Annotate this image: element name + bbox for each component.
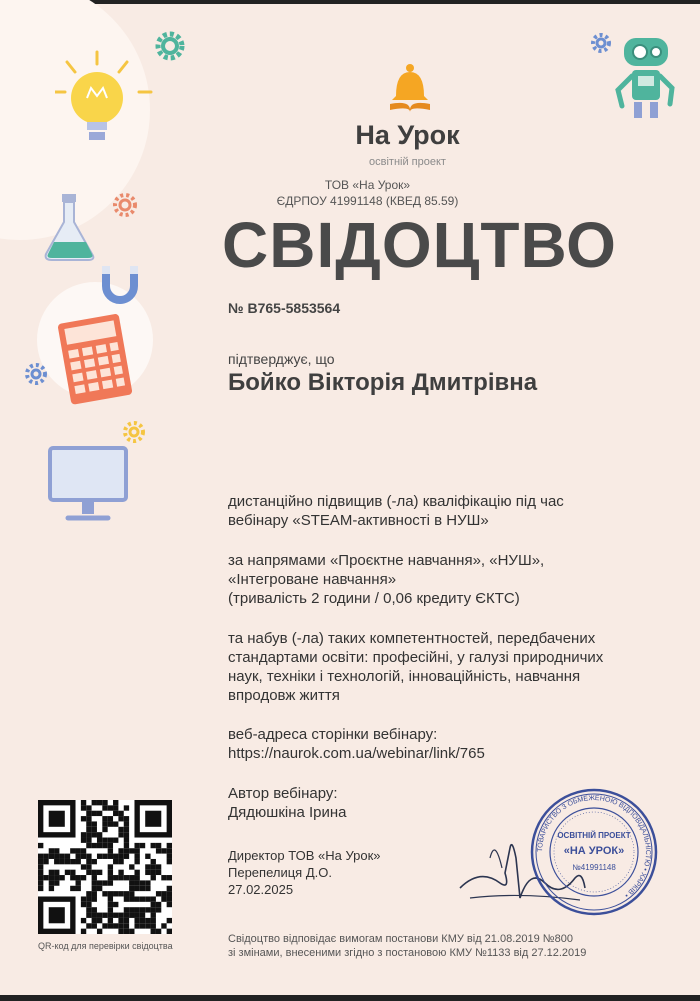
- qr-module: [102, 880, 107, 885]
- qr-module: [167, 902, 172, 907]
- qr-module: [113, 913, 118, 918]
- qr-module: [38, 880, 43, 885]
- qr-module: [113, 891, 118, 896]
- qr-module: [102, 805, 107, 810]
- issue-date: 27.02.2025: [228, 882, 294, 897]
- qr-module: [118, 875, 123, 880]
- qr-module: [108, 848, 113, 853]
- qr-module: [86, 907, 91, 912]
- competences-line: та набув (-ла) таких компетентностей, передбачених: [228, 630, 596, 647]
- qr-module: [108, 896, 113, 901]
- qr-module: [167, 859, 172, 864]
- qr-module: [129, 848, 134, 853]
- qr-module: [92, 875, 97, 880]
- qr-module: [102, 913, 107, 918]
- qr-module: [97, 832, 102, 837]
- qr-module: [54, 875, 59, 880]
- qr-module: [151, 923, 156, 928]
- qr-module: [65, 859, 70, 864]
- qr-module: [76, 854, 81, 859]
- qr-module: [129, 880, 134, 885]
- qr-module: [161, 848, 166, 853]
- qr-module: [118, 827, 123, 832]
- qr-module: [108, 864, 113, 869]
- qr-module: [108, 838, 113, 843]
- qr-module: [140, 896, 145, 901]
- qr-module: [134, 843, 139, 848]
- qr-module: [167, 918, 172, 923]
- qr-module: [86, 854, 91, 859]
- training-line: дистанційно підвищив (-ла) кваліфікацію під час: [228, 493, 564, 510]
- qr-module: [118, 918, 123, 923]
- qr-module: [108, 907, 113, 912]
- qr-module: [113, 923, 118, 928]
- qr-module: [118, 816, 123, 821]
- qr-module: [97, 929, 102, 934]
- qr-module: [113, 838, 118, 843]
- qr-module: [59, 854, 64, 859]
- qr-module: [167, 891, 172, 896]
- qr-module: [108, 880, 113, 885]
- qr-module: [113, 859, 118, 864]
- qr-module: [92, 827, 97, 832]
- qr-module: [38, 854, 43, 859]
- qr-module: [156, 843, 161, 848]
- qr-module: [129, 907, 134, 912]
- qr-module: [151, 929, 156, 934]
- qr-module: [102, 838, 107, 843]
- qr-module: [140, 880, 145, 885]
- logo-subtitle: освітній проект: [369, 156, 446, 168]
- qr-module: [118, 859, 123, 864]
- qr-module: [97, 886, 102, 891]
- qr-module: [161, 875, 166, 880]
- qr-module: [108, 843, 113, 848]
- competences-line: наук, техніки і технологій, інноваційність, навчання: [228, 668, 581, 685]
- qr-caption: QR-код для перевірки свідоцтва: [38, 941, 173, 951]
- qr-module: [76, 880, 81, 885]
- magnet-icon: [98, 262, 142, 306]
- legal-note-line: зі змінами, внесеними згідно з постановою КМУ №1133 від 27.12.2019: [228, 947, 587, 959]
- qr-module: [97, 880, 102, 885]
- qr-module: [156, 848, 161, 853]
- qr-module: [97, 800, 102, 805]
- qr-module: [97, 843, 102, 848]
- qr-module: [97, 918, 102, 923]
- qr-module: [97, 913, 102, 918]
- qr-module: [167, 848, 172, 853]
- qr-module: [86, 896, 91, 901]
- qr-module: [92, 832, 97, 837]
- qr-module: [129, 864, 134, 869]
- qr-module: [92, 918, 97, 923]
- qr-module: [102, 923, 107, 928]
- qr-module: [102, 816, 107, 821]
- qr-module: [118, 870, 123, 875]
- qr-module: [145, 907, 150, 912]
- qr-module: [81, 902, 86, 907]
- qr-module: [70, 859, 75, 864]
- qr-module: [49, 848, 54, 853]
- qr-module: [54, 854, 59, 859]
- qr-module: [86, 902, 91, 907]
- qr-module: [81, 816, 86, 821]
- qr-module: [92, 800, 97, 805]
- legal-note-line: Свідоцтво відповідає вимогам постанови КМУ від 21.08.2019 №800: [228, 933, 573, 945]
- qr-module: [151, 896, 156, 901]
- qr-module: [86, 816, 91, 821]
- qr-module: [129, 913, 134, 918]
- author-name: Дядюшкіна Ірина: [228, 804, 347, 821]
- qr-module: [140, 886, 145, 891]
- qr-module: [161, 891, 166, 896]
- qr-module: [54, 870, 59, 875]
- qr-module: [145, 870, 150, 875]
- training-line: вебінару «STEAM-активності в НУШ»: [228, 512, 489, 529]
- qr-module: [134, 854, 139, 859]
- qr-module: [151, 918, 156, 923]
- qr-module: [124, 907, 129, 912]
- competences-line: стандартами освіти: професійні, у галузі природничих: [228, 649, 604, 666]
- qr-module: [102, 827, 107, 832]
- qr-module: [86, 870, 91, 875]
- qr-module: [151, 859, 156, 864]
- qr-module: [108, 854, 113, 859]
- qr-module: [124, 929, 129, 934]
- qr-finder-pattern: [145, 811, 161, 827]
- qr-module: [92, 870, 97, 875]
- qr-finder-pattern: [49, 907, 65, 923]
- qr-code: [38, 800, 172, 934]
- qr-module: [65, 854, 70, 859]
- qr-module: [118, 848, 123, 853]
- qr-module: [156, 929, 161, 934]
- qr-module: [134, 907, 139, 912]
- qr-module: [38, 875, 43, 880]
- qr-module: [81, 805, 86, 810]
- qr-module: [167, 886, 172, 891]
- qr-module: [140, 913, 145, 918]
- organization-name: ТОВ «На Урок»: [324, 178, 411, 192]
- qr-module: [145, 864, 150, 869]
- qr-module: [156, 864, 161, 869]
- gear-icon: [120, 418, 148, 446]
- qr-module: [102, 891, 107, 896]
- qr-module: [124, 832, 129, 837]
- qr-module: [124, 843, 129, 848]
- qr-module: [92, 923, 97, 928]
- bottom-edge: [0, 995, 700, 1001]
- qr-module: [124, 891, 129, 896]
- qr-module: [118, 929, 123, 934]
- qr-module: [129, 896, 134, 901]
- qr-module: [156, 870, 161, 875]
- qr-module: [113, 875, 118, 880]
- qr-module: [92, 907, 97, 912]
- qr-module: [49, 854, 54, 859]
- director-title: Директор ТОВ «На Урок»: [228, 848, 381, 863]
- qr-module: [92, 843, 97, 848]
- organization-code: ЄДРПОУ 41991148 (КВЕД 85.59): [276, 194, 459, 208]
- certificate-title: СВІДОЦТВО: [222, 209, 617, 281]
- qr-module: [86, 843, 91, 848]
- qr-module: [134, 918, 139, 923]
- qr-module: [140, 918, 145, 923]
- qr-module: [81, 800, 86, 805]
- qr-module: [97, 854, 102, 859]
- qr-module: [124, 913, 129, 918]
- robot-icon: [612, 26, 682, 126]
- qr-module: [102, 843, 107, 848]
- qr-module: [81, 838, 86, 843]
- qr-module: [81, 918, 86, 923]
- webpage-label: веб-адреса сторінки вебінару:: [228, 726, 438, 743]
- qr-module: [97, 838, 102, 843]
- qr-module: [108, 875, 113, 880]
- qr-module: [38, 870, 43, 875]
- qr-module: [54, 880, 59, 885]
- qr-module: [81, 896, 86, 901]
- qr-module: [151, 875, 156, 880]
- qr-module: [76, 848, 81, 853]
- qr-module: [76, 875, 81, 880]
- qr-module: [124, 821, 129, 826]
- qr-module: [86, 923, 91, 928]
- qr-module: [92, 891, 97, 896]
- qr-module: [134, 875, 139, 880]
- qr-module: [92, 886, 97, 891]
- qr-module: [151, 907, 156, 912]
- qr-module: [129, 929, 134, 934]
- qr-module: [124, 854, 129, 859]
- stamp-center-text: «НА УРОК»: [563, 845, 625, 857]
- qr-module: [118, 891, 123, 896]
- recipient-name: Бойко Вікторія Дмитрівна: [228, 369, 538, 396]
- qr-module: [167, 854, 172, 859]
- qr-module: [54, 848, 59, 853]
- qr-module: [81, 832, 86, 837]
- qr-module: [49, 886, 54, 891]
- qr-module: [108, 891, 113, 896]
- qr-module: [124, 918, 129, 923]
- bell-on-book-icon: [386, 62, 434, 114]
- author-label: Автор вебінару:: [228, 785, 338, 802]
- qr-module: [70, 886, 75, 891]
- qr-module: [124, 923, 129, 928]
- qr-module: [108, 913, 113, 918]
- stamp-top-text: ОСВІТНІЙ ПРОЕКТ: [557, 831, 631, 840]
- qr-finder-pattern: [49, 811, 65, 827]
- qr-module: [70, 870, 75, 875]
- qr-module: [124, 848, 129, 853]
- qr-module: [156, 891, 161, 896]
- qr-module: [124, 875, 129, 880]
- qr-module: [145, 923, 150, 928]
- qr-module: [92, 913, 97, 918]
- qr-module: [70, 848, 75, 853]
- qr-module: [59, 875, 64, 880]
- qr-module: [134, 880, 139, 885]
- qr-module: [49, 880, 54, 885]
- qr-module: [151, 843, 156, 848]
- qr-module: [86, 913, 91, 918]
- qr-module: [38, 886, 43, 891]
- qr-module: [124, 827, 129, 832]
- qr-module: [102, 821, 107, 826]
- qr-module: [145, 854, 150, 859]
- qr-module: [86, 864, 91, 869]
- qr-module: [38, 859, 43, 864]
- qr-module: [140, 843, 145, 848]
- gear-icon: [588, 30, 614, 56]
- qr-module: [49, 870, 54, 875]
- directions-line: за напрямами «Проєктне навчання», «НУШ»,: [228, 552, 545, 569]
- qr-module: [38, 843, 43, 848]
- qr-module: [156, 902, 161, 907]
- qr-module: [156, 907, 161, 912]
- qr-module: [161, 923, 166, 928]
- qr-module: [134, 913, 139, 918]
- qr-module: [113, 811, 118, 816]
- qr-module: [129, 891, 134, 896]
- director-name: Перепелиця Д.О.: [228, 865, 332, 880]
- qr-module: [49, 875, 54, 880]
- qr-module: [86, 832, 91, 837]
- qr-module: [118, 832, 123, 837]
- qr-module: [113, 854, 118, 859]
- qr-module: [86, 811, 91, 816]
- qr-module: [86, 805, 91, 810]
- qr-module: [134, 923, 139, 928]
- qr-module: [86, 827, 91, 832]
- qr-module: [134, 859, 139, 864]
- qr-module: [145, 896, 150, 901]
- qr-module: [43, 875, 48, 880]
- qr-module: [118, 913, 123, 918]
- calculator-icon: [54, 312, 138, 406]
- qr-module: [113, 805, 118, 810]
- qr-module: [151, 902, 156, 907]
- qr-module: [124, 816, 129, 821]
- qr-module: [151, 870, 156, 875]
- qr-module: [167, 875, 172, 880]
- qr-module: [86, 838, 91, 843]
- logo-name: На Урок: [355, 120, 460, 150]
- qr-module: [118, 923, 123, 928]
- qr-module: [134, 896, 139, 901]
- qr-module: [81, 929, 86, 934]
- qr-module: [86, 859, 91, 864]
- qr-module: [108, 805, 113, 810]
- qr-module: [108, 902, 113, 907]
- qr-module: [43, 854, 48, 859]
- qr-module: [118, 854, 123, 859]
- qr-module: [134, 870, 139, 875]
- qr-module: [81, 875, 86, 880]
- qr-module: [140, 923, 145, 928]
- qr-module: [145, 880, 150, 885]
- confirms-text: підтверджує, що: [228, 351, 335, 367]
- competences-line: впродовж життя: [228, 687, 340, 704]
- qr-module: [59, 859, 64, 864]
- qr-module: [97, 870, 102, 875]
- qr-module: [102, 800, 107, 805]
- gear-icon: [22, 360, 50, 388]
- stamp-code-text: №41991148: [572, 863, 616, 872]
- qr-module: [124, 838, 129, 843]
- qr-module: [167, 929, 172, 934]
- directions-line: «Інтегроване навчання»: [228, 571, 397, 588]
- qr-module: [76, 886, 81, 891]
- qr-module: [108, 918, 113, 923]
- qr-module: [124, 896, 129, 901]
- qr-module: [151, 913, 156, 918]
- qr-module: [108, 816, 113, 821]
- qr-module: [145, 918, 150, 923]
- qr-module: [108, 870, 113, 875]
- qr-module: [81, 864, 86, 869]
- qr-module: [167, 843, 172, 848]
- qr-module: [81, 848, 86, 853]
- qr-module: [129, 875, 134, 880]
- qr-module: [43, 859, 48, 864]
- qr-module: [54, 859, 59, 864]
- qr-module: [129, 886, 134, 891]
- gear-icon: [152, 28, 188, 64]
- qr-module: [118, 811, 123, 816]
- qr-module: [65, 870, 70, 875]
- qr-module: [167, 896, 172, 901]
- qr-module: [92, 896, 97, 901]
- qr-module: [102, 854, 107, 859]
- qr-module: [151, 864, 156, 869]
- qr-module: [145, 886, 150, 891]
- certificate-number: № B765-5853564: [228, 300, 341, 316]
- qr-module: [97, 811, 102, 816]
- qr-module: [81, 854, 86, 859]
- stamp-ring-text: ТОВАРИСТВО З ОБМЕЖЕНОЮ ВІДПОВІДАЛЬНІСТЮ • ХАРКІВ •: [536, 794, 652, 899]
- qr-module: [92, 821, 97, 826]
- qr-module: [86, 891, 91, 896]
- webpage-link[interactable]: https://naurok.com.ua/webinar/link/765: [228, 745, 485, 762]
- qr-module: [76, 859, 81, 864]
- qr-module: [134, 886, 139, 891]
- qr-module: [86, 821, 91, 826]
- qr-module: [113, 902, 118, 907]
- qr-module: [140, 907, 145, 912]
- qr-module: [124, 805, 129, 810]
- qr-module: [108, 923, 113, 928]
- qr-module: [92, 859, 97, 864]
- directions-line: (тривалість 2 години / 0,06 кредиту ЄКТС): [228, 590, 520, 607]
- qr-module: [113, 800, 118, 805]
- monitor-icon: [44, 444, 134, 526]
- qr-module: [113, 821, 118, 826]
- qr-module: [134, 848, 139, 853]
- qr-module: [38, 864, 43, 869]
- qr-module: [70, 875, 75, 880]
- official-stamp: [528, 786, 660, 918]
- qr-module: [92, 811, 97, 816]
- qr-module: [92, 880, 97, 885]
- qr-module: [161, 896, 166, 901]
- qr-module: [108, 821, 113, 826]
